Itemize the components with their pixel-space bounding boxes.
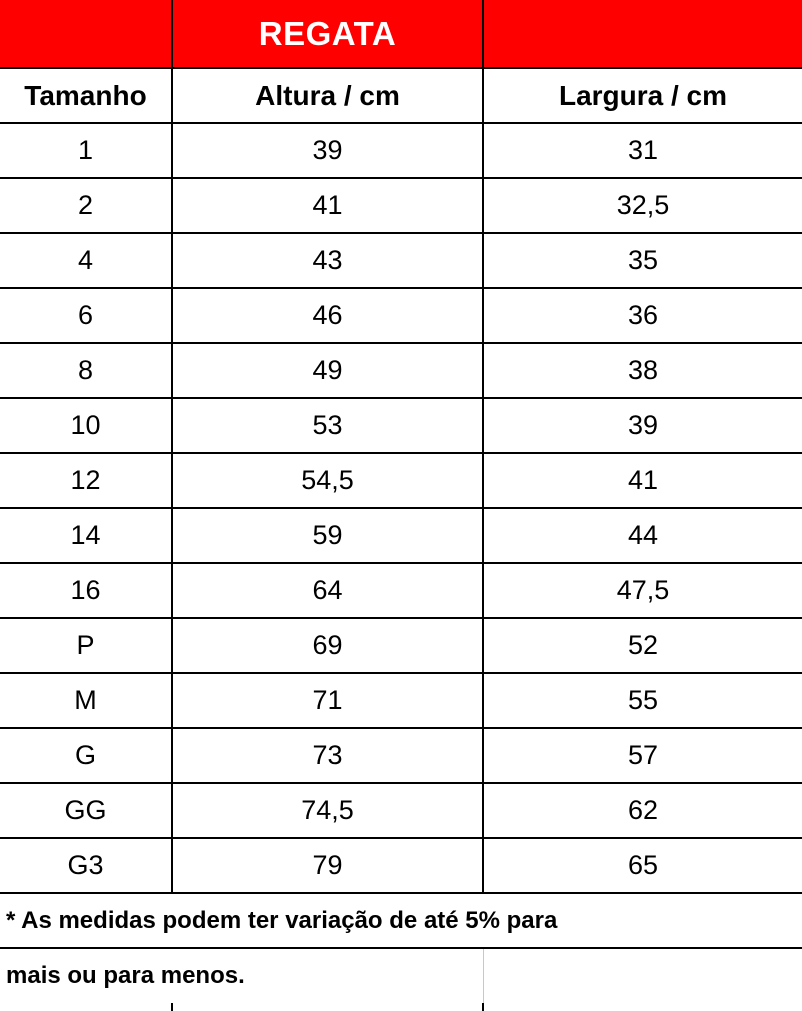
note-row-1 [0, 893, 802, 948]
cell-largura: 35 [483, 233, 802, 288]
table-row [0, 343, 802, 398]
cell-largura: 44 [483, 508, 802, 563]
cell-altura: 53 [172, 398, 483, 453]
table-title-row [0, 0, 802, 68]
cell-tamanho: M [0, 673, 172, 728]
cell-altura: 64 [172, 563, 483, 618]
cell-largura: 39 [483, 398, 802, 453]
cell-altura: 79 [172, 838, 483, 893]
cell-altura: 54,5 [172, 453, 483, 508]
note-row-2-empty-cell [483, 948, 802, 1003]
cell-largura: 38 [483, 343, 802, 398]
cell-altura: 41 [172, 178, 483, 233]
table-row [0, 838, 802, 893]
cell-largura: 55 [483, 673, 802, 728]
cell-tamanho: 2 [0, 178, 172, 233]
cell-largura: 36 [483, 288, 802, 343]
cell-tamanho: 1 [0, 123, 172, 178]
cell-altura: 71 [172, 673, 483, 728]
cell-largura: 62 [483, 783, 802, 838]
note-line-1: * As medidas podem ter variação de até 5% para [0, 893, 802, 948]
table-header-row [0, 68, 802, 123]
cell-tamanho: 14 [0, 508, 172, 563]
table-row [0, 673, 802, 728]
note-line-2: mais ou para menos. [0, 948, 483, 1003]
table-row [0, 233, 802, 288]
title-cell-right [483, 0, 802, 68]
table-row [0, 123, 802, 178]
cell-tamanho: P [0, 618, 172, 673]
cell-altura: 46 [172, 288, 483, 343]
column-header-tamanho: Tamanho [0, 68, 172, 123]
cell-largura: 52 [483, 618, 802, 673]
table-row [0, 783, 802, 838]
cell-largura: 32,5 [483, 178, 802, 233]
bottom-grid-strip [0, 1003, 802, 1011]
cell-largura: 65 [483, 838, 802, 893]
cell-tamanho: 8 [0, 343, 172, 398]
cell-tamanho: 16 [0, 563, 172, 618]
cell-largura: 31 [483, 123, 802, 178]
cell-tamanho: 12 [0, 453, 172, 508]
table-row [0, 728, 802, 783]
table-row [0, 453, 802, 508]
table-row [0, 288, 802, 343]
cell-tamanho: 10 [0, 398, 172, 453]
cell-altura: 49 [172, 343, 483, 398]
cell-tamanho: G [0, 728, 172, 783]
cell-largura: 41 [483, 453, 802, 508]
grid-tick [171, 1003, 173, 1011]
title-cell-left [0, 0, 172, 68]
cell-altura: 74,5 [172, 783, 483, 838]
cell-largura: 47,5 [483, 563, 802, 618]
table-row [0, 178, 802, 233]
column-header-largura: Largura / cm [483, 68, 802, 123]
cell-tamanho: 4 [0, 233, 172, 288]
grid-tick [482, 1003, 484, 1011]
title-cell [172, 0, 483, 68]
cell-altura: 43 [172, 233, 483, 288]
cell-altura: 39 [172, 123, 483, 178]
cell-tamanho: 6 [0, 288, 172, 343]
table-row [0, 398, 802, 453]
column-header-altura: Altura / cm [172, 68, 483, 123]
cell-altura: 69 [172, 618, 483, 673]
cell-largura: 57 [483, 728, 802, 783]
cell-altura: 59 [172, 508, 483, 563]
table-row [0, 563, 802, 618]
table-row [0, 618, 802, 673]
note-row-2 [0, 948, 802, 1003]
cell-tamanho: GG [0, 783, 172, 838]
cell-altura: 73 [172, 728, 483, 783]
page-title: REGATA [258, 15, 397, 52]
table-row [0, 508, 802, 563]
cell-tamanho: G3 [0, 838, 172, 893]
